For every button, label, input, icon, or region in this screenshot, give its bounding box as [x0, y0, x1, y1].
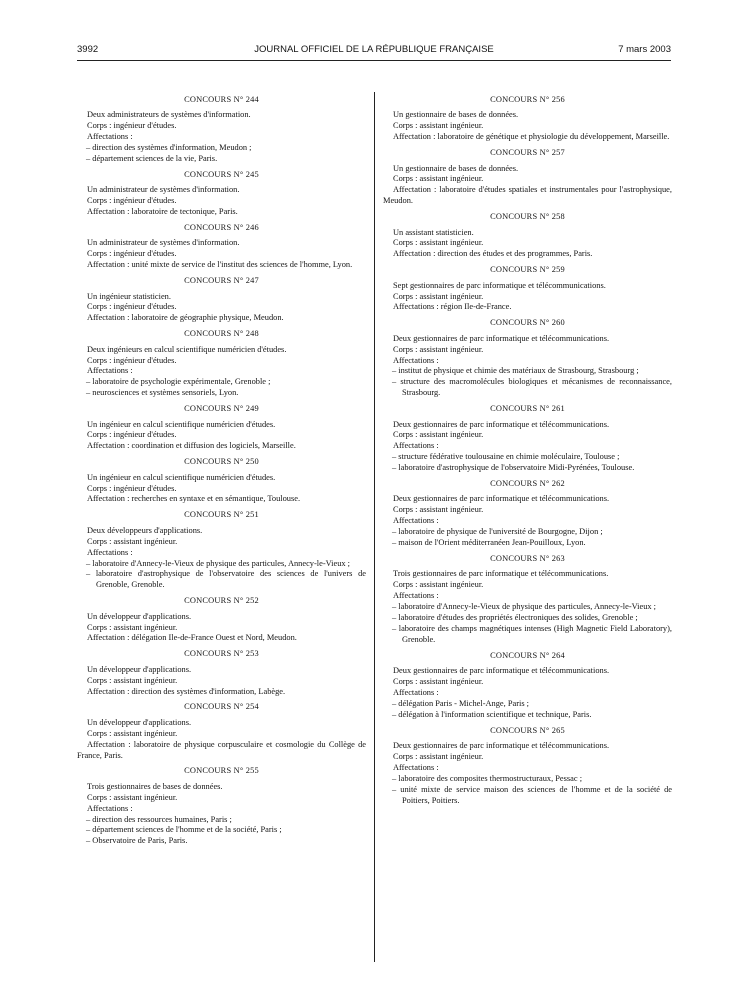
- header-rule: [77, 60, 671, 61]
- affectation-item: – direction des ressources humaines, Paris ;: [86, 814, 232, 824]
- affectation-item: – laboratoire d'Annecy-le-Vieux de physique des particules, Annecy-le-Vieux ;: [392, 602, 656, 612]
- concours-line: Affectation : coordination et diffusion des logiciels, Marseille.: [87, 441, 296, 451]
- concours-line: Un administrateur de systèmes d'information.: [87, 238, 240, 248]
- page-number: 3992: [77, 44, 99, 55]
- concours-line: Deux gestionnaires de parc informatique et télécommunications.: [393, 666, 610, 676]
- concours-line: Affectation : laboratoire de géographie physique, Meudon.: [87, 313, 284, 323]
- affectation-item: – délégation Paris - Michel-Ange, Paris ;: [392, 698, 529, 708]
- concours-line: Un ingénieur en calcul scientifique numéricien d'études.: [87, 419, 276, 429]
- page-header: [0, 44, 748, 58]
- concours-line: Affectations :: [393, 516, 439, 526]
- concours-line: Trois gestionnaires de bases de données.: [87, 781, 223, 791]
- concours-title: CONCOURS N° 250: [184, 457, 259, 467]
- concours-line: Corps : assistant ingénieur.: [393, 505, 484, 515]
- concours-line: Un développeur d'applications.: [87, 717, 192, 727]
- concours-line: Corps : assistant ingénieur.: [87, 536, 178, 546]
- concours-line: Affectations :: [87, 366, 133, 376]
- concours-line: Affectations :: [393, 591, 439, 601]
- concours-title: CONCOURS N° 258: [490, 212, 565, 222]
- concours-section: [77, 510, 366, 591]
- concours-section: [77, 170, 366, 218]
- concours-section: [77, 329, 366, 399]
- concours-section: [77, 404, 366, 452]
- affectation-item: – délégation à l'information scientifique et technique, Paris.: [392, 709, 592, 719]
- concours-line: Affectation : laboratoire de physique corpusculaire et cosmologie du Collège de France, Paris.: [77, 739, 366, 760]
- affectation-item: – laboratoire de physique de l'université de Bourgogne, Dijon ;: [392, 527, 603, 537]
- concours-line: Corps : assistant ingénieur.: [393, 430, 484, 440]
- concours-section: [383, 554, 672, 646]
- concours-line: Un assistant statisticien.: [393, 227, 474, 237]
- left-column: [77, 95, 366, 852]
- concours-line: Corps : assistant ingénieur.: [393, 174, 484, 184]
- concours-title: CONCOURS N° 244: [184, 95, 259, 104]
- affectation-item: – laboratoire d'astrophysique de l'observatoire Midi-Pyrénées, Toulouse.: [392, 463, 635, 473]
- concours-section: [383, 148, 672, 207]
- concours-line: Affectation : laboratoire de tectonique, Paris.: [87, 207, 238, 217]
- concours-section: [77, 649, 366, 697]
- concours-line: Deux gestionnaires de parc informatique et télécommunications.: [393, 741, 610, 751]
- concours-line: Affectation : laboratoire de génétique et physiologie du développement, Marseille.: [393, 132, 670, 142]
- affectation-item: – institut de physique et chimie des matériaux de Strasbourg, Strasbourg ;: [392, 366, 639, 376]
- concours-section: [383, 318, 672, 399]
- concours-line: Affectations :: [393, 441, 439, 451]
- concours-line: Deux ingénieurs en calcul scientifique numéricien d'études.: [87, 344, 287, 354]
- concours-section: [77, 457, 366, 505]
- concours-line: Un gestionnaire de bases de données.: [393, 163, 519, 173]
- concours-section: [383, 726, 672, 807]
- concours-section: [383, 95, 672, 143]
- concours-line: Un ingénieur en calcul scientifique numéricien d'études.: [87, 472, 276, 482]
- publication-date: 7 mars 2003: [618, 44, 671, 55]
- concours-line: Deux administrateurs de systèmes d'information.: [87, 110, 251, 120]
- affectation-item: – département sciences de la vie, Paris.: [86, 154, 218, 164]
- concours-line: Trois gestionnaires de parc informatique et télécommunications.: [393, 569, 609, 579]
- concours-line: Affectation : unité mixte de service de l'institut des sciences de l'homme, Lyon.: [87, 260, 353, 270]
- concours-line: Affectations :: [87, 803, 133, 813]
- concours-line: Corps : assistant ingénieur.: [393, 291, 484, 301]
- concours-line: Corps : assistant ingénieur.: [393, 344, 484, 354]
- concours-line: Affectations :: [87, 132, 133, 142]
- concours-line: Corps : assistant ingénieur.: [393, 751, 484, 761]
- concours-line: Corps : ingénieur d'études.: [87, 249, 177, 259]
- concours-title: CONCOURS N° 261: [490, 404, 565, 414]
- concours-line: Affectations :: [393, 687, 439, 697]
- concours-line: Affectations : région Ile-de-France.: [393, 302, 512, 312]
- concours-title: CONCOURS N° 254: [184, 702, 259, 712]
- concours-section: [77, 766, 366, 847]
- concours-title: CONCOURS N° 264: [490, 650, 565, 660]
- concours-line: Corps : assistant ingénieur.: [393, 238, 484, 248]
- concours-section: [77, 95, 366, 165]
- concours-line: Sept gestionnaires de parc informatique et télécommunications.: [393, 280, 606, 290]
- concours-title: CONCOURS N° 263: [490, 554, 565, 564]
- concours-title: CONCOURS N° 246: [184, 223, 259, 233]
- affectation-item: – structure fédérative toulousaine en chimie moléculaire, Toulouse ;: [392, 452, 620, 462]
- concours-line: Deux développeurs d'applications.: [87, 525, 203, 535]
- concours-line: Affectation : délégation Ile-de-France Ouest et Nord, Meudon.: [87, 633, 297, 643]
- concours-line: Affectation : direction des études et des programmes, Paris.: [393, 249, 593, 259]
- affectation-item: – maison de l'Orient méditerranéen Jean-Pouilloux, Lyon.: [392, 538, 586, 548]
- concours-section: [77, 596, 366, 644]
- concours-line: Corps : ingénieur d'études.: [87, 121, 177, 131]
- concours-line: Un administrateur de systèmes d'information.: [87, 185, 240, 195]
- concours-title: CONCOURS N° 257: [490, 148, 565, 158]
- concours-line: Corps : ingénieur d'études.: [87, 355, 177, 365]
- concours-section: [383, 265, 672, 313]
- affectation-item: – laboratoire des champs magnétiques intenses (High Magnetic Field Laboratory), Grenoble.: [392, 623, 672, 644]
- concours-line: Corps : assistant ingénieur.: [87, 728, 178, 738]
- concours-line: Affectations :: [393, 355, 439, 365]
- column-divider: [374, 92, 375, 962]
- affectation-item: – structure des macromolécules biologiques et mécanismes de reconnaissance, Strasbourg.: [392, 377, 672, 398]
- concours-title: CONCOURS N° 249: [184, 404, 259, 414]
- concours-line: Affectation : laboratoire d'études spatiales et instrumentales pour l'astrophysique, Meudon.: [383, 185, 672, 206]
- concours-title: CONCOURS N° 259: [490, 265, 565, 275]
- concours-line: Corps : assistant ingénieur.: [87, 622, 178, 632]
- concours-line: Deux gestionnaires de parc informatique et télécommunications.: [393, 494, 610, 504]
- concours-line: Un ingénieur statisticien.: [87, 291, 171, 301]
- affectation-item: – Observatoire de Paris, Paris.: [86, 836, 188, 846]
- concours-line: Affectations :: [393, 762, 439, 772]
- concours-line: Un développeur d'applications.: [87, 611, 192, 621]
- affectation-item: – laboratoire des composites thermostructuraux, Pessac ;: [392, 773, 583, 783]
- concours-title: CONCOURS N° 245: [184, 169, 259, 179]
- concours-title: CONCOURS N° 265: [490, 725, 565, 735]
- affectation-item: – laboratoire d'Annecy-le-Vieux de physique des particules, Annecy-le-Vieux ;: [86, 558, 350, 568]
- affectation-item: – unité mixte de service maison des sciences de l'homme et de la société de Poitiers, Poitiers.: [392, 784, 672, 805]
- concours-line: Corps : ingénieur d'études.: [87, 483, 177, 493]
- concours-section: [383, 651, 672, 721]
- concours-line: Deux gestionnaires de parc informatique et télécommunications.: [393, 419, 610, 429]
- concours-line: Un développeur d'applications.: [87, 664, 192, 674]
- concours-title: CONCOURS N° 260: [490, 318, 565, 328]
- concours-line: Corps : assistant ingénieur.: [393, 677, 484, 687]
- concours-line: Corps : assistant ingénieur.: [393, 121, 484, 131]
- affectation-item: – direction des systèmes d'information, Meudon ;: [86, 143, 252, 153]
- concours-section: [383, 212, 672, 260]
- concours-line: Corps : assistant ingénieur.: [87, 675, 178, 685]
- concours-line: Corps : ingénieur d'études.: [87, 430, 177, 440]
- concours-title: CONCOURS N° 255: [184, 766, 259, 776]
- concours-line: Corps : ingénieur d'études.: [87, 302, 177, 312]
- concours-title: CONCOURS N° 251: [184, 510, 259, 520]
- affectation-item: – laboratoire de psychologie expérimentale, Grenoble ;: [86, 377, 271, 387]
- concours-line: Affectation : recherches en syntaxe et en sémantique, Toulouse.: [87, 494, 301, 504]
- concours-title: CONCOURS N° 256: [490, 95, 565, 104]
- concours-title: CONCOURS N° 253: [184, 649, 259, 659]
- concours-title: CONCOURS N° 247: [184, 276, 259, 286]
- concours-section: [383, 404, 672, 474]
- concours-section: [77, 223, 366, 271]
- concours-line: Affectations :: [87, 547, 133, 557]
- concours-title: CONCOURS N° 262: [490, 479, 565, 489]
- concours-line: Un gestionnaire de bases de données.: [393, 110, 519, 120]
- journal-title: JOURNAL OFFICIEL DE LA RÉPUBLIQUE FRANÇAISE: [254, 44, 494, 55]
- affectation-item: – laboratoire d'études des propriétés électroniques des solides, Grenoble ;: [392, 613, 638, 623]
- affectation-item: – neurosciences et systèmes sensoriels, Lyon.: [86, 388, 239, 398]
- concours-line: Corps : ingénieur d'études.: [87, 196, 177, 206]
- affectation-item: – laboratoire d'astrophysique de l'observatoire des sciences de l'univers de Grenoble, Grenoble.: [86, 569, 366, 590]
- concours-section: [383, 479, 672, 549]
- concours-line: Corps : assistant ingénieur.: [87, 792, 178, 802]
- concours-title: CONCOURS N° 252: [184, 596, 259, 606]
- affectation-item: – département sciences de l'homme et de la société, Paris ;: [86, 825, 282, 835]
- concours-line: Deux gestionnaires de parc informatique et télécommunications.: [393, 333, 610, 343]
- concours-line: Corps : assistant ingénieur.: [393, 580, 484, 590]
- concours-section: [77, 702, 366, 761]
- right-column: [383, 95, 672, 812]
- concours-line: Affectation : direction des systèmes d'information, Labège.: [87, 686, 286, 696]
- concours-section: [77, 276, 366, 324]
- concours-title: CONCOURS N° 248: [184, 329, 259, 339]
